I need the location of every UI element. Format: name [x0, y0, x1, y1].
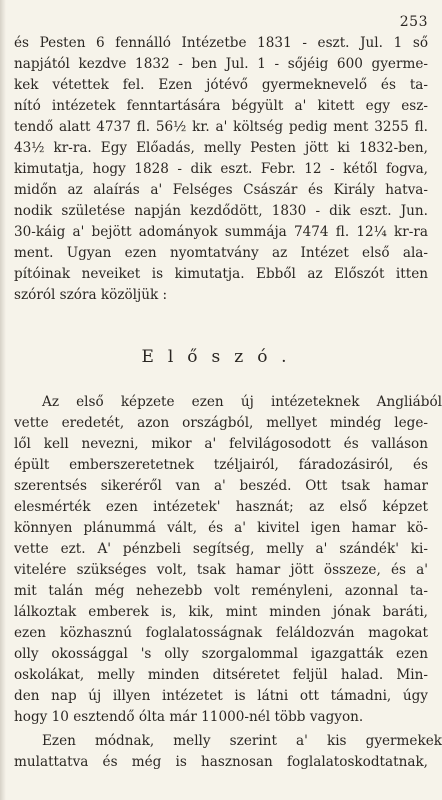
text-line: és Pesten 6 fennálló Intézetbe 1831 - eszt. Jul. 1 ső	[14, 35, 428, 51]
text-line: 30-káig a' bejött adományok summája 7474 fl. 12¼ kr-ra	[14, 224, 428, 240]
text-line: könnyen plánummá vált, és a' kivitel igen hamar kö-	[14, 520, 428, 536]
text-line: hogy 10 esztendő ólta már 11000-nél több vagyon.	[14, 709, 364, 725]
text-line: szóról szóra közöljük :	[14, 287, 168, 303]
text-line: mit talán még nehezebb volt reményleni, azonnal ta-	[14, 583, 428, 599]
text-line: tendő alatt 4737 fl. 56½ kr. a' költség pedig ment 3255 fl.	[14, 119, 428, 135]
text-line: kek vétettek fel. Ezen jótévő gyermeknevelő és ta-	[14, 77, 428, 93]
text-line: Ezen módnak, melly szerint a' kis gyermekek	[42, 733, 442, 749]
text-line: épült emberszeretetnek tzéljairól, fáradozásiról, és	[14, 457, 428, 473]
section-heading: Előszó.	[141, 347, 301, 367]
text-line: szerentsés sikeréről van a' beszéd. Ott tsak hamar	[14, 478, 428, 494]
text-line: oskolákat, melly minden ditséretet feljül halad. Min-	[14, 667, 428, 683]
page-edge-shadow	[0, 0, 6, 800]
text-line: elesmérték ezen intézetek' hasznát; az első képzet	[14, 499, 428, 515]
text-line: nodik születése napján kezdődött, 1830 - dik eszt. Jun.	[14, 203, 428, 219]
text-line: lől kell nevezni, mikor a' felvilágosodott és valláson	[14, 436, 428, 452]
text-line: ment. Ugyan ezen nyomtatvány az Intézet első ala-	[14, 245, 428, 261]
text-line: lálkoztak emberek is, kik, mint minden jónak baráti,	[14, 604, 428, 620]
text-line: midőn az alaírás a' Felséges Császár és Király hatva-	[14, 182, 428, 198]
text-line: 43½ kr-ra. Egy Előadás, melly Pesten jött ki 1832-ben,	[14, 140, 428, 156]
text-line: vette eredetét, azon országból, mellyet mindég lege-	[14, 415, 428, 431]
text-line: den nap új illyen intézetet is látni ott támadni, úgy	[14, 688, 428, 704]
text-line: mulattatva és még is hasznosan foglalatoskodtatnak,	[14, 754, 428, 770]
page-number: 253	[399, 14, 428, 30]
text-line: Az első képzete ezen új intézeteknek Angliából	[42, 394, 442, 410]
text-line: nító intézetek fenntartására bégyült a' kitett egy esz-	[14, 98, 428, 114]
text-line: vette ezt. A' pénzbeli segítség, melly a' szándék' ki-	[14, 541, 428, 557]
text-line: olly okossággal 's olly szorgalommal igazgatták ezen	[14, 646, 428, 662]
text-line: ezen közhasznú foglalatosságnak feláldozván magokat	[14, 625, 428, 641]
text-line: napjától kezdve 1832 - ben Jul. 1 - sőjéig 600 gyerme-	[14, 56, 428, 72]
text-line: pítóinak neveiket is kimutatja. Ebből az Előszót itten	[14, 266, 428, 282]
text-line: kimutatja, hogy 1828 - dik eszt. Febr. 12 - kétől fogva,	[14, 161, 428, 177]
text-line: vitelére szükséges volt, tsak hamar jött összeze, és a'	[14, 562, 428, 578]
